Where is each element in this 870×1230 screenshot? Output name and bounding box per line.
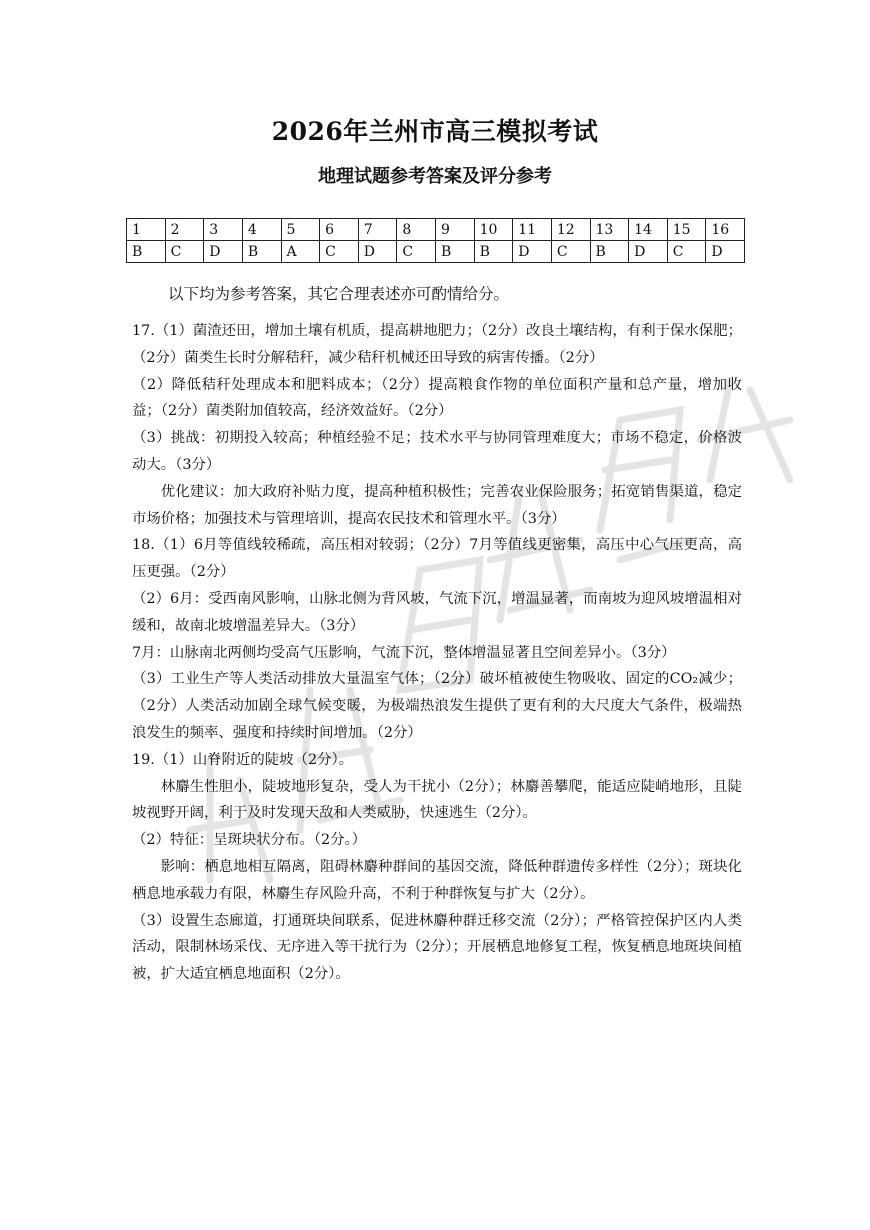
question-number: 7 <box>358 219 397 241</box>
answer-paragraph: （2）降低秸秆处理成本和肥料成本；（2分）提高粮食作物的单位面积产量和总产量，增加收益；（2分）菌类附加值较高，经济效益好。（2分） <box>132 376 742 420</box>
answer-paragraph: （3）挑战：初期投入较高；种植经验不足；技术水平与协同管理难度大；市场不稳定，价格波动大。（3分） <box>132 430 742 473</box>
answer-paragraph: 17.（1）菌渣还田，增加土壤有机质，提高耕地肥力；（2分）改良土壤结构，有利于保水保肥；（2分）菌类生长时分解秸秆，减少秸秆机械还田导致的病害传播。（2分） <box>132 323 742 366</box>
question-number: 8 <box>397 219 436 241</box>
answer-paragraph: （3）工业生产等人类活动排放大量温室气体；（2分）破坏植被使生物吸收、固定的CO₂减少；（2分）人类活动加剧全球气候变暖，为极端热浪发生提供了更有利的大尺度大气条件，极端热浪发生的频率、强度和持续时间增加。（2分） <box>132 671 742 741</box>
answer-cell: C <box>551 241 590 263</box>
answer-paragraph: 影响：栖息地相互隔离，阻碍林麝种群间的基因交流，降低种群遗传多样性（2分）；斑块化栖息地承载力有限，林麝生存风险升高，不利于种群恢复与扩大（2分）。 <box>132 858 742 902</box>
answer-table <box>126 218 745 263</box>
answer-cell: D <box>706 241 745 263</box>
answer-cell: D <box>204 241 243 263</box>
question-number: 12 <box>551 219 590 241</box>
question-number: 9 <box>436 219 475 241</box>
answer-cell: D <box>629 241 668 263</box>
question-number: 4 <box>242 219 281 241</box>
answer-paragraph: （3）设置生态廊道，打通斑块间联系，促进林麝种群迁移交流（2分）；严格管控保护区内人类活动，限制林场采伐、无序进入等干扰行为（2分）；开展栖息地修复工程，恢复栖息地斑块间植被，扩大适宜栖息地面积（2分）。 <box>132 912 742 983</box>
question-number-row <box>127 219 745 241</box>
question-number: 3 <box>204 219 243 241</box>
question-number: 13 <box>590 219 629 241</box>
answer-cell: B <box>127 241 166 263</box>
document-title: 2026年兰州市高三模拟考试 <box>271 117 599 146</box>
answer-cell: C <box>320 241 359 263</box>
answer-paragraph: 19.（1）山脊附近的陡坡（2分）。 <box>132 751 354 768</box>
answer-row <box>127 241 745 263</box>
answer-cell: C <box>165 241 204 263</box>
question-number: 10 <box>474 219 513 241</box>
answer-body <box>132 318 742 988</box>
answer-paragraph: 7月：山脉南北两侧均受高气压影响，气流下沉，整体增温显著且空间差异小。（3分） <box>132 644 676 661</box>
answer-paragraph: 优化建议：加大政府补贴力度，提高种植积极性；完善农业保险服务；拓宽销售渠道，稳定市场价格；加强技术与管理培训，提高农民技术和管理水平。（3分） <box>132 483 742 527</box>
question-number: 15 <box>667 219 706 241</box>
question-number: 16 <box>706 219 745 241</box>
scoring-note: 以下均为参考答案，其它合理表述亦可酌情给分。 <box>168 285 510 303</box>
document-subtitle: 地理试题参考答案及评分参考 <box>318 166 552 187</box>
answer-cell: B <box>242 241 281 263</box>
answer-paragraph: （2）6月：受西南风影响，山脉北侧为背风坡，气流下沉，增温显著，而南坡为迎风坡增温相对缓和，故南北坡增温差异大。（3分） <box>132 590 742 634</box>
answer-cell: C <box>397 241 436 263</box>
question-number: 1 <box>127 219 166 241</box>
answer-paragraph: （2）特征：呈斑块状分布。（2分。） <box>132 832 367 849</box>
question-number: 5 <box>281 219 320 241</box>
answer-cell: C <box>667 241 706 263</box>
answer-paragraph: 林麝生性胆小，陡坡地形复杂，受人为干扰小（2分）；林麝善攀爬，能适应陡峭地形，且陡坡视野开阔，利于及时发现天敌和人类威胁，快速逃生（2分）。 <box>132 778 742 822</box>
question-number: 6 <box>320 219 359 241</box>
answer-cell: B <box>590 241 629 263</box>
answer-cell: A <box>281 241 320 263</box>
answer-cell: B <box>436 241 475 263</box>
answer-paragraph: 18.（1）6月等值线较稀疏，高压相对较弱；（2分）7月等值线更密集，高压中心气压更高，高压更强。（2分） <box>132 537 742 581</box>
answer-cell: D <box>358 241 397 263</box>
question-number: 11 <box>513 219 552 241</box>
answer-cell: D <box>513 241 552 263</box>
answer-cell: B <box>474 241 513 263</box>
question-number: 14 <box>629 219 668 241</box>
question-number: 2 <box>165 219 204 241</box>
